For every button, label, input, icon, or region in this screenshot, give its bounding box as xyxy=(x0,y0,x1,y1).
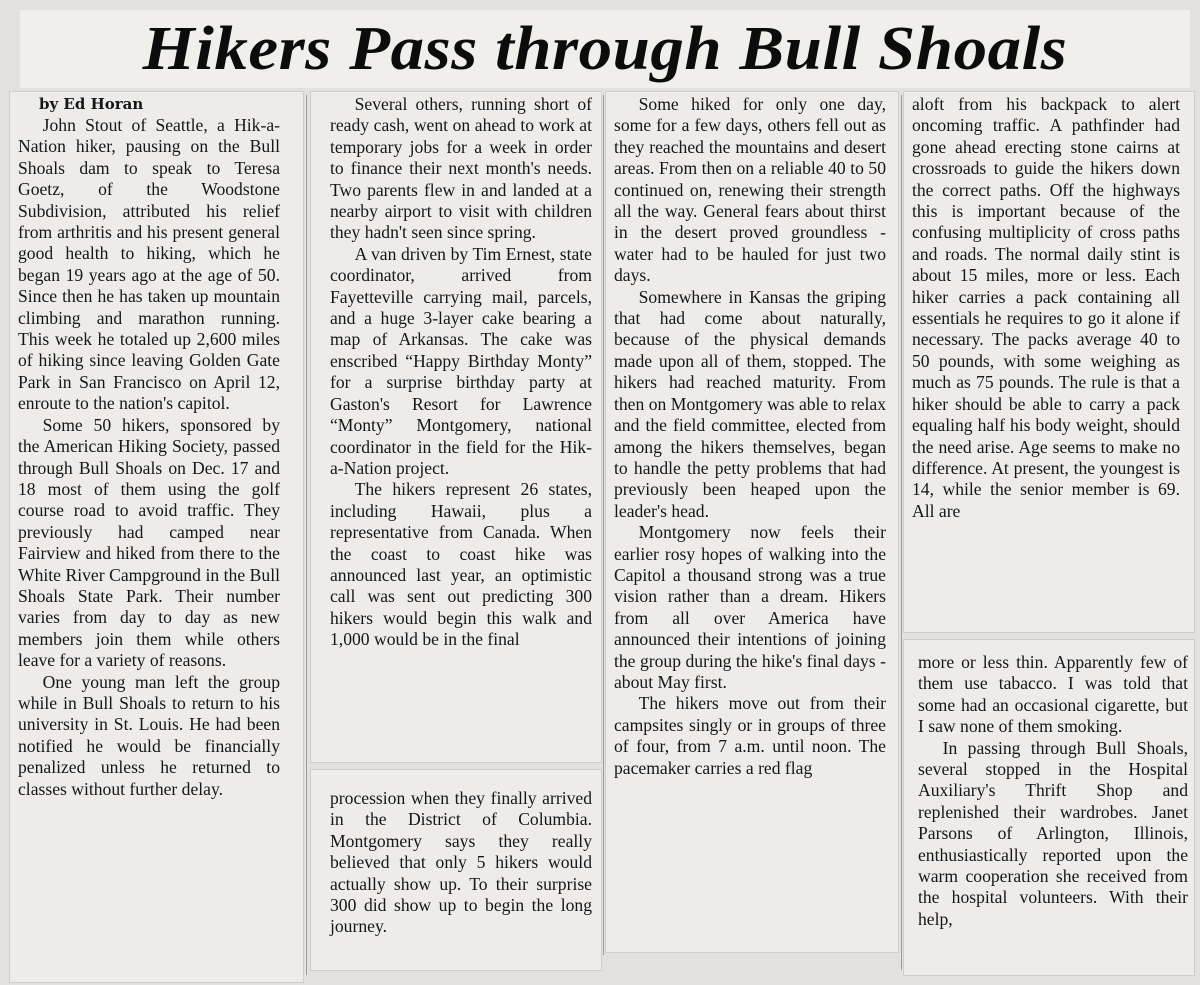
paragraph: Montgomery now feels their earlier rosy hopes of walking into the Capitol a thousand strong was a true vision rather than a dream. Hikers from all over America have announced their intentions of joining the group during the hike's final days - about May first. xyxy=(614,522,886,692)
article-column-2-top xyxy=(330,94,592,651)
paragraph: Some hiked for only one day, some for a few days, others fell out as they reached the mountains and desert areas. From then on a reliable 40 to 50 continued on, renewing their strength all the way. General fears about thirst in the desert proved groundless - water had to be hauled for just two days. xyxy=(614,94,886,286)
paragraph: Somewhere in Kansas the griping that had come about naturally, because of the physical demands made upon all of them, stopped. The hikers had reached maturity. From then on Montgomery was able to relax and the field committee, elected from among the hikers themselves, began to handle the petty problems that had previously been heaped upon the leader's head. xyxy=(614,286,886,521)
paragraph: The hikers represent 26 states, including Hawaii, plus a representative from Canada. When the coast to coast hike was announced last year, an optimistic call was sent out predicting 300 hikers would begin this walk and 1,000 would be in the final xyxy=(330,479,592,650)
paragraph: Some 50 hikers, sponsored by the American Hiking Society, passed through Bull Shoals on Dec. 17 and 18 most of them using the golf course road to avoid traffic. They previously had camped near Fairview and hiked from there to the White River Campground in the Bull Shoals State Park. Their number varies from day to day as new members join them while others leave for a variety of reasons. xyxy=(18,414,280,671)
paragraph: The hikers move out from their campsites singly or in groups of three of four, from 7 a.m. until noon. The pacemaker carries a red flag xyxy=(614,693,886,778)
paragraph: more or less thin. Apparently few of them use tabacco. I was told that some had an occasional cigarette, but I saw none of them smoking. xyxy=(918,652,1188,737)
paragraph: aloft from his backpack to alert oncoming traffic. A pathfinder had gone ahead erecting stone cairns at crossroads to guide the hikers down the correct paths. Off the highways this is important because of the confusing multiplicity of cross paths and roads. The normal daily stint is about 15 miles, more or less. Each hiker carries a pack containing all essentials he requires to go it alone if necessary. The packs average 40 to 50 pounds, with some weighing as much as 75 pounds. The rule is that a hiker should be able to carry a pack equaling half his body weight, should the need arise. Age seems to make no difference. At present, the youngest is 14, while the senior member is 69. All are xyxy=(912,94,1180,521)
column-divider xyxy=(603,95,604,955)
headline-banner xyxy=(20,10,1190,88)
paragraph: A van driven by Tim Ernest, state coordinator, arrived from Fayetteville carrying mail, parcels, and a huge 3-layer cake bearing a map of Arkansas. The cake was enscribed “Happy Birthday Monty” for a surprise birthday party at Gaston's Resort for Lawrence “Monty” Montgomery, national coordinator in the field for the Hik-a-Nation project. xyxy=(330,243,592,478)
paragraph: Several others, running short of ready cash, went on ahead to work at temporary jobs for a week in order to finance their next month's needs. Two parents flew in and landed at a nearby airport to visit with children they hadn't seen since spring. xyxy=(330,94,592,243)
paragraph: One young man left the group while in Bull Shoals to return to his university in St. Louis. He had been notified he would be financially penalized unless he returned to classes without further delay. xyxy=(18,671,280,799)
article-column-2-bottom xyxy=(330,788,592,938)
headline: Hikers Pass through Bull Shoals xyxy=(142,15,1068,83)
article-column-1 xyxy=(18,94,280,800)
article-column-4-bottom xyxy=(918,652,1188,930)
paragraph: procession when they finally arrived in the District of Columbia. Montgomery says they really believed that only 5 hikers would actually show up. To their surprise 300 did show up to begin the long journey. xyxy=(330,788,592,937)
article-column-3 xyxy=(614,94,886,779)
byline: by Ed Horan xyxy=(39,95,144,113)
column-divider xyxy=(901,95,902,970)
column-divider xyxy=(306,95,307,975)
paragraph: John Stout of Seattle, a Hik-a-Nation hiker, pausing on the Bull Shoals dam to speak to Teresa Goetz, of the Woodstone Subdivision, attributed his relief from arthritis and his present general good health to hiking, which he began 19 years ago at the age of 50. Since then he has taken up mountain climbing and marathon running. This week he totaled up 2,600 miles of hiking since leaving Golden Gate Park in San Francisco on April 12, enroute to the nation's capitol. xyxy=(18,115,280,414)
paragraph: In passing through Bull Shoals, several stopped in the Hospital Auxiliary's Thrift Shop and replenished their wardrobes. Janet Parsons of Arlington, Illinois, enthusiastically reported upon the warm cooperation she received from the hospital volunteers. With their help, xyxy=(918,737,1188,929)
article-column-4-top xyxy=(912,94,1180,522)
